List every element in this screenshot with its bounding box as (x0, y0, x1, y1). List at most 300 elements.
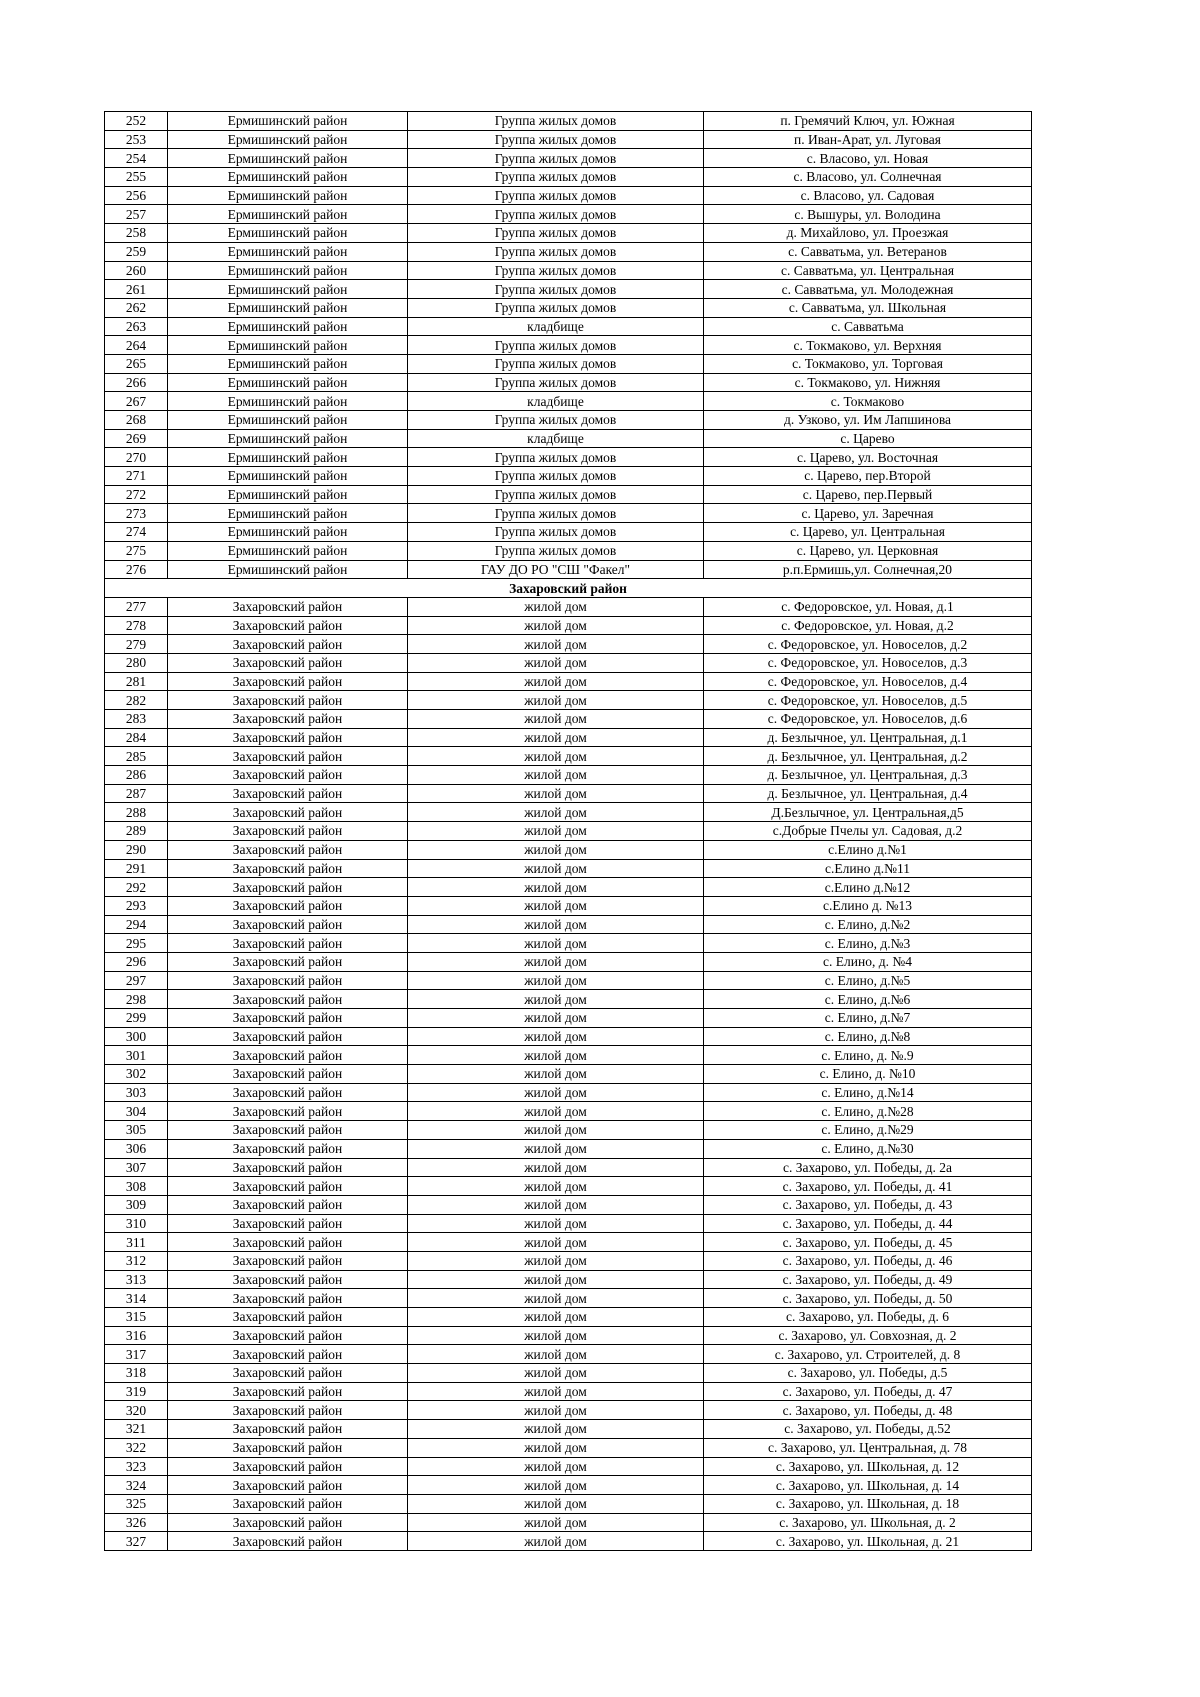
table-row (105, 952, 1032, 971)
table-row (105, 728, 1032, 747)
district-cell: Захаровский район (168, 1494, 408, 1513)
row-number-cell: 260 (105, 261, 168, 280)
district-cell: Захаровский район (168, 915, 408, 934)
table-row (105, 373, 1032, 392)
row-number-cell: 299 (105, 1009, 168, 1028)
row-number-cell: 269 (105, 429, 168, 448)
table-row (105, 1494, 1032, 1513)
row-number-cell: 313 (105, 1270, 168, 1289)
table-row (105, 1532, 1032, 1551)
table-row (105, 710, 1032, 729)
table-row (105, 1158, 1032, 1177)
district-cell: Захаровский район (168, 1121, 408, 1140)
address-cell: с. Захарово, ул. Победы, д. 44 (704, 1214, 1032, 1233)
table-row (105, 616, 1032, 635)
row-number-cell: 274 (105, 523, 168, 542)
table-row (105, 859, 1032, 878)
object-type-cell: жилой дом (408, 1476, 704, 1495)
address-cell: с. Вышуры, ул. Володина (704, 205, 1032, 224)
address-cell: с. Елино, д.№28 (704, 1102, 1032, 1121)
district-cell: Ермишинский район (168, 261, 408, 280)
table-row (105, 597, 1032, 616)
row-number-cell: 321 (105, 1420, 168, 1439)
address-cell: с.Елино д.№12 (704, 878, 1032, 897)
address-cell: с. Савватьма, ул. Ветеранов (704, 242, 1032, 261)
table-row (105, 1214, 1032, 1233)
object-type-cell: жилой дом (408, 1308, 704, 1327)
table-row (105, 1420, 1032, 1439)
object-type-cell: кладбище (408, 392, 704, 411)
row-number-cell: 293 (105, 896, 168, 915)
row-number-cell: 271 (105, 467, 168, 486)
table-row (105, 766, 1032, 785)
row-number-cell: 309 (105, 1195, 168, 1214)
address-cell: с. Власово, ул. Садовая (704, 186, 1032, 205)
object-type-cell: жилой дом (408, 1121, 704, 1140)
address-cell: с. Царево, ул. Церковная (704, 541, 1032, 560)
table-row (105, 803, 1032, 822)
district-cell: Ермишинский район (168, 280, 408, 299)
district-cell: Захаровский район (168, 616, 408, 635)
table-row (105, 336, 1032, 355)
address-cell: с.Елино д.№11 (704, 859, 1032, 878)
district-cell: Захаровский район (168, 710, 408, 729)
district-cell: Захаровский район (168, 1065, 408, 1084)
object-type-cell: жилой дом (408, 1289, 704, 1308)
table-row (105, 672, 1032, 691)
row-number-cell: 304 (105, 1102, 168, 1121)
table-row (105, 186, 1032, 205)
section-header-row (105, 579, 1032, 598)
address-cell: Д.Безлычное, ул. Центральная,д5 (704, 803, 1032, 822)
address-cell: с. Захарово, ул. Победы, д. 41 (704, 1177, 1032, 1196)
row-number-cell: 316 (105, 1326, 168, 1345)
object-type-cell: жилой дом (408, 1027, 704, 1046)
row-number-cell: 275 (105, 541, 168, 560)
row-number-cell: 273 (105, 504, 168, 523)
object-type-cell: жилой дом (408, 803, 704, 822)
row-number-cell: 320 (105, 1401, 168, 1420)
object-type-cell: Группа жилых домов (408, 186, 704, 205)
address-cell: с. Захарово, ул. Школьная, д. 12 (704, 1457, 1032, 1476)
address-cell: с. Захарово, ул. Победы, д. 43 (704, 1195, 1032, 1214)
district-cell: Ермишинский район (168, 224, 408, 243)
table-row (105, 1401, 1032, 1420)
table-row (105, 1270, 1032, 1289)
table-row (105, 560, 1032, 579)
row-number-cell: 276 (105, 560, 168, 579)
address-cell: с. Савватьма (704, 317, 1032, 336)
address-cell: с.Елино д.№1 (704, 840, 1032, 859)
address-cell: с. Елино, д.№29 (704, 1121, 1032, 1140)
table-row (105, 485, 1032, 504)
address-cell: с. Савватьма, ул. Школьная (704, 298, 1032, 317)
district-cell: Захаровский район (168, 878, 408, 897)
object-type-cell: кладбище (408, 317, 704, 336)
table-row (105, 1345, 1032, 1364)
object-type-cell: жилой дом (408, 1345, 704, 1364)
address-cell: с. Савватьма, ул. Центральная (704, 261, 1032, 280)
table-row (105, 429, 1032, 448)
district-cell: Ермишинский район (168, 354, 408, 373)
object-type-cell: Группа жилых домов (408, 242, 704, 261)
section-title: Захаровский район (105, 579, 1032, 598)
district-cell: Ермишинский район (168, 130, 408, 149)
table-row (105, 747, 1032, 766)
row-number-cell: 303 (105, 1083, 168, 1102)
district-cell: Захаровский район (168, 1139, 408, 1158)
row-number-cell: 278 (105, 616, 168, 635)
object-type-cell: Группа жилых домов (408, 467, 704, 486)
district-cell: Захаровский район (168, 1532, 408, 1551)
table-row (105, 354, 1032, 373)
table-row (105, 822, 1032, 841)
address-cell: с. Захарово, ул. Победы, д. 49 (704, 1270, 1032, 1289)
district-cell: Захаровский район (168, 747, 408, 766)
row-number-cell: 282 (105, 691, 168, 710)
address-cell: с. Захарово, ул. Победы, д. 50 (704, 1289, 1032, 1308)
object-type-cell: жилой дом (408, 990, 704, 1009)
object-type-cell: жилой дом (408, 1438, 704, 1457)
row-number-cell: 314 (105, 1289, 168, 1308)
address-cell: с.Елино д. №13 (704, 896, 1032, 915)
row-number-cell: 289 (105, 822, 168, 841)
object-type-cell: жилой дом (408, 1158, 704, 1177)
table-row (105, 504, 1032, 523)
district-cell: Захаровский район (168, 1513, 408, 1532)
district-cell: Захаровский район (168, 1270, 408, 1289)
address-cell: с. Захарово, ул. Школьная, д. 14 (704, 1476, 1032, 1495)
table-row (105, 653, 1032, 672)
object-type-cell: жилой дом (408, 859, 704, 878)
object-type-cell: жилой дом (408, 1046, 704, 1065)
object-type-cell: жилой дом (408, 1532, 704, 1551)
row-number-cell: 270 (105, 448, 168, 467)
district-cell: Захаровский район (168, 766, 408, 785)
address-cell: с. Елино, д. №.9 (704, 1046, 1032, 1065)
district-cell: Ермишинский район (168, 467, 408, 486)
district-cell: Ермишинский район (168, 168, 408, 187)
object-type-cell: Группа жилых домов (408, 523, 704, 542)
district-cell: Захаровский район (168, 1420, 408, 1439)
object-type-cell: Группа жилых домов (408, 411, 704, 430)
object-type-cell: жилой дом (408, 878, 704, 897)
district-cell: Захаровский район (168, 672, 408, 691)
address-cell: с. Захарово, ул. Победы, д. 2а (704, 1158, 1032, 1177)
district-cell: Захаровский район (168, 597, 408, 616)
row-number-cell: 262 (105, 298, 168, 317)
district-cell: Захаровский район (168, 1438, 408, 1457)
table-row (105, 541, 1032, 560)
address-cell: с. Царево, пер.Первый (704, 485, 1032, 504)
address-cell: с. Власово, ул. Солнечная (704, 168, 1032, 187)
table-row (105, 1046, 1032, 1065)
address-cell: с. Захарово, ул. Строителей, д. 8 (704, 1345, 1032, 1364)
table-row (105, 317, 1032, 336)
district-cell: Захаровский район (168, 803, 408, 822)
address-cell: с. Елино, д.№5 (704, 971, 1032, 990)
table-row (105, 1438, 1032, 1457)
district-cell: Захаровский район (168, 691, 408, 710)
row-number-cell: 302 (105, 1065, 168, 1084)
row-number-cell: 288 (105, 803, 168, 822)
table-body (105, 112, 1032, 1551)
address-cell: с. Царево, ул. Заречная (704, 504, 1032, 523)
row-number-cell: 292 (105, 878, 168, 897)
object-type-cell: Группа жилых домов (408, 130, 704, 149)
row-number-cell: 286 (105, 766, 168, 785)
object-type-cell: Группа жилых домов (408, 504, 704, 523)
object-type-cell: Группа жилых домов (408, 112, 704, 131)
row-number-cell: 319 (105, 1382, 168, 1401)
row-number-cell: 267 (105, 392, 168, 411)
address-cell: с. Федоровское, ул. Новоселов, д.3 (704, 653, 1032, 672)
row-number-cell: 265 (105, 354, 168, 373)
address-cell: с. Елино, д.№30 (704, 1139, 1032, 1158)
object-type-cell: жилой дом (408, 653, 704, 672)
table-row (105, 168, 1032, 187)
row-number-cell: 280 (105, 653, 168, 672)
table-row (105, 784, 1032, 803)
table-row (105, 896, 1032, 915)
address-cell: р.п.Ермишь,ул. Солнечная,20 (704, 560, 1032, 579)
object-type-cell: жилой дом (408, 616, 704, 635)
address-cell: с. Захарово, ул. Победы, д. 6 (704, 1308, 1032, 1327)
district-cell: Ермишинский район (168, 448, 408, 467)
district-cell: Захаровский район (168, 1214, 408, 1233)
object-type-cell: жилой дом (408, 1420, 704, 1439)
table-row (105, 112, 1032, 131)
row-number-cell: 285 (105, 747, 168, 766)
district-cell: Захаровский район (168, 1046, 408, 1065)
table-row (105, 1289, 1032, 1308)
object-type-cell: жилой дом (408, 1457, 704, 1476)
object-type-cell: Группа жилых домов (408, 354, 704, 373)
table-row (105, 523, 1032, 542)
table-row (105, 298, 1032, 317)
address-cell: с. Царево, ул. Центральная (704, 523, 1032, 542)
address-cell: с. Токмаково, ул. Нижняя (704, 373, 1032, 392)
district-cell: Ермишинский район (168, 523, 408, 542)
row-number-cell: 263 (105, 317, 168, 336)
address-cell: с. Елино, д. №4 (704, 952, 1032, 971)
row-number-cell: 256 (105, 186, 168, 205)
table-row (105, 635, 1032, 654)
district-cell: Ермишинский район (168, 317, 408, 336)
district-cell: Захаровский район (168, 1027, 408, 1046)
address-cell: д. Михайлово, ул. Проезжая (704, 224, 1032, 243)
table-row (105, 1065, 1032, 1084)
row-number-cell: 310 (105, 1214, 168, 1233)
address-cell: с. Захарово, ул. Победы, д.52 (704, 1420, 1032, 1439)
row-number-cell: 312 (105, 1251, 168, 1270)
table-row (105, 1476, 1032, 1495)
row-number-cell: 294 (105, 915, 168, 934)
address-cell: п. Иван-Арат, ул. Луговая (704, 130, 1032, 149)
address-cell: с. Федоровское, ул. Новоселов, д.4 (704, 672, 1032, 691)
address-cell: с. Елино, д.№7 (704, 1009, 1032, 1028)
row-number-cell: 266 (105, 373, 168, 392)
addresses-table (104, 111, 1032, 1551)
address-cell: с. Елино, д. №10 (704, 1065, 1032, 1084)
district-cell: Ермишинский район (168, 560, 408, 579)
table-row (105, 224, 1032, 243)
object-type-cell: жилой дом (408, 1177, 704, 1196)
table-row (105, 1326, 1032, 1345)
address-cell: д. Узково, ул. Им Лапшинова (704, 411, 1032, 430)
address-cell: с. Токмаково, ул. Торговая (704, 354, 1032, 373)
object-type-cell: жилой дом (408, 934, 704, 953)
row-number-cell: 307 (105, 1158, 168, 1177)
row-number-cell: 300 (105, 1027, 168, 1046)
object-type-cell: жилой дом (408, 1382, 704, 1401)
object-type-cell: жилой дом (408, 1251, 704, 1270)
object-type-cell: жилой дом (408, 1270, 704, 1289)
table-row (105, 411, 1032, 430)
row-number-cell: 325 (105, 1494, 168, 1513)
district-cell: Захаровский район (168, 1177, 408, 1196)
table-row (105, 261, 1032, 280)
table-row (105, 878, 1032, 897)
district-cell: Ермишинский район (168, 392, 408, 411)
district-cell: Захаровский район (168, 1382, 408, 1401)
table-row (105, 1139, 1032, 1158)
row-number-cell: 254 (105, 149, 168, 168)
table-row (105, 1121, 1032, 1140)
object-type-cell: жилой дом (408, 1214, 704, 1233)
district-cell: Захаровский район (168, 1195, 408, 1214)
row-number-cell: 301 (105, 1046, 168, 1065)
object-type-cell: жилой дом (408, 952, 704, 971)
row-number-cell: 272 (105, 485, 168, 504)
address-cell: с. Федоровское, ул. Новая, д.1 (704, 597, 1032, 616)
table-row (105, 149, 1032, 168)
object-type-cell: жилой дом (408, 1513, 704, 1532)
object-type-cell: Группа жилых домов (408, 298, 704, 317)
district-cell: Захаровский район (168, 840, 408, 859)
district-cell: Захаровский район (168, 1476, 408, 1495)
object-type-cell: жилой дом (408, 766, 704, 785)
row-number-cell: 277 (105, 597, 168, 616)
district-cell: Захаровский район (168, 1345, 408, 1364)
address-cell: д. Безлычное, ул. Центральная, д.1 (704, 728, 1032, 747)
district-cell: Захаровский район (168, 1364, 408, 1383)
object-type-cell: жилой дом (408, 1233, 704, 1252)
address-cell: п. Гремячий Ключ, ул. Южная (704, 112, 1032, 131)
address-cell: с. Захарово, ул. Совхозная, д. 2 (704, 1326, 1032, 1345)
table-row (105, 1027, 1032, 1046)
row-number-cell: 264 (105, 336, 168, 355)
district-cell: Ермишинский район (168, 411, 408, 430)
row-number-cell: 281 (105, 672, 168, 691)
table-row (105, 971, 1032, 990)
row-number-cell: 318 (105, 1364, 168, 1383)
table-row (105, 990, 1032, 1009)
district-cell: Захаровский район (168, 728, 408, 747)
object-type-cell: жилой дом (408, 710, 704, 729)
table-row (105, 1513, 1032, 1532)
object-type-cell: Группа жилых домов (408, 280, 704, 299)
row-number-cell: 306 (105, 1139, 168, 1158)
table-row (105, 205, 1032, 224)
row-number-cell: 283 (105, 710, 168, 729)
row-number-cell: 258 (105, 224, 168, 243)
object-type-cell: Группа жилых домов (408, 336, 704, 355)
object-type-cell: жилой дом (408, 1102, 704, 1121)
table-row (105, 280, 1032, 299)
table-row (105, 915, 1032, 934)
address-cell: с. Елино, д.№3 (704, 934, 1032, 953)
address-cell: с. Царево (704, 429, 1032, 448)
address-cell: с. Царево, пер.Второй (704, 467, 1032, 486)
row-number-cell: 295 (105, 934, 168, 953)
object-type-cell: Группа жилых домов (408, 485, 704, 504)
row-number-cell: 317 (105, 1345, 168, 1364)
address-cell: с.Добрые Пчелы ул. Садовая, д.2 (704, 822, 1032, 841)
table-row (105, 1102, 1032, 1121)
row-number-cell: 322 (105, 1438, 168, 1457)
district-cell: Захаровский район (168, 653, 408, 672)
district-cell: Ермишинский район (168, 242, 408, 261)
row-number-cell: 327 (105, 1532, 168, 1551)
district-cell: Захаровский район (168, 1083, 408, 1102)
row-number-cell: 308 (105, 1177, 168, 1196)
row-number-cell: 252 (105, 112, 168, 131)
address-cell: с. Захарово, ул. Победы, д. 45 (704, 1233, 1032, 1252)
district-cell: Захаровский район (168, 952, 408, 971)
district-cell: Захаровский район (168, 990, 408, 1009)
district-cell: Ермишинский район (168, 336, 408, 355)
object-type-cell: жилой дом (408, 672, 704, 691)
table-row (105, 1364, 1032, 1383)
table-row (105, 1195, 1032, 1214)
district-cell: Захаровский район (168, 1009, 408, 1028)
table-row (105, 448, 1032, 467)
address-cell: с. Федоровское, ул. Новоселов, д.6 (704, 710, 1032, 729)
row-number-cell: 261 (105, 280, 168, 299)
address-cell: с. Токмаково (704, 392, 1032, 411)
object-type-cell: жилой дом (408, 1494, 704, 1513)
district-cell: Захаровский район (168, 934, 408, 953)
object-type-cell: жилой дом (408, 1083, 704, 1102)
object-type-cell: Группа жилых домов (408, 224, 704, 243)
object-type-cell: жилой дом (408, 1364, 704, 1383)
table-row (105, 691, 1032, 710)
row-number-cell: 323 (105, 1457, 168, 1476)
address-cell: с. Елино, д.№6 (704, 990, 1032, 1009)
object-type-cell: жилой дом (408, 1139, 704, 1158)
address-cell: с. Елино, д.№8 (704, 1027, 1032, 1046)
district-cell: Ермишинский район (168, 205, 408, 224)
row-number-cell: 257 (105, 205, 168, 224)
address-cell: с. Захарово, ул. Победы, д. 46 (704, 1251, 1032, 1270)
object-type-cell: Группа жилых домов (408, 205, 704, 224)
table-row (105, 1233, 1032, 1252)
district-cell: Захаровский район (168, 1457, 408, 1476)
table-row (105, 467, 1032, 486)
address-cell: д. Безлычное, ул. Центральная, д.4 (704, 784, 1032, 803)
district-cell: Ермишинский район (168, 373, 408, 392)
address-cell: с. Елино, д.№14 (704, 1083, 1032, 1102)
object-type-cell: жилой дом (408, 1065, 704, 1084)
object-type-cell: жилой дом (408, 1401, 704, 1420)
row-number-cell: 268 (105, 411, 168, 430)
address-cell: с. Федоровское, ул. Новоселов, д.5 (704, 691, 1032, 710)
address-cell: с. Елино, д.№2 (704, 915, 1032, 934)
district-cell: Захаровский район (168, 971, 408, 990)
object-type-cell: жилой дом (408, 915, 704, 934)
row-number-cell: 324 (105, 1476, 168, 1495)
